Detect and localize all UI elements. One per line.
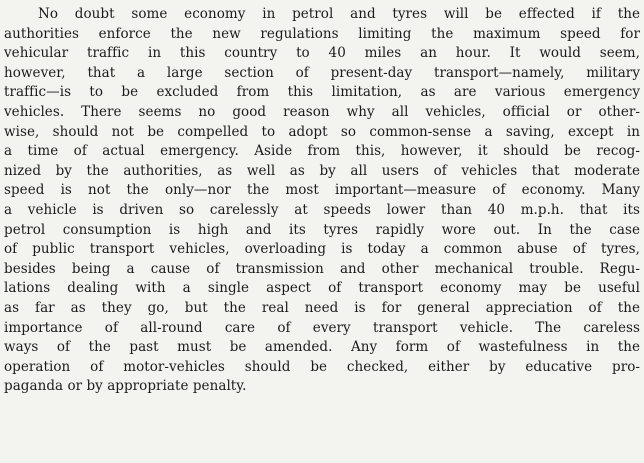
text-line: ways of the past must be amended. Any form of wastefulness in the: [4, 339, 640, 356]
text-line: however, that a large section of present-day transport—namely, military: [4, 64, 640, 81]
text-line: of public transport vehicles, overloading is today a common abuse of tyres,: [4, 241, 640, 258]
text-line: a vehicle is driven so carelessly at speeds lower than 40 m.p.h. that its: [4, 201, 640, 218]
text-line: operation of motor-vehicles should be checked, either by educative pro-: [4, 358, 640, 375]
article-paragraph: [4, 5, 640, 397]
text-line: as far as they go, but the real need is for general appreciation of the: [4, 299, 640, 316]
text-line: authorities enforce the new regulations limiting the maximum speed for: [4, 25, 640, 42]
text-line: importance of all-round care of every transport vehicle. The careless: [4, 319, 640, 336]
text-line: wise, should not be compelled to adopt so common-sense a saving, except in: [4, 123, 640, 140]
text-line: vehicles. There seems no good reason why all vehicles, official or other-: [4, 103, 640, 120]
text-line: nized by the authorities, as well as by all users of vehicles that moderate: [4, 162, 640, 179]
text-line: traffic—is to be excluded from this limitation, as are various emergency: [4, 84, 640, 101]
text-line: lations dealing with a single aspect of transport economy may be useful: [4, 280, 640, 297]
text-line: petrol consumption is high and its tyres rapidly wore out. In the case: [4, 221, 640, 238]
text-line: paganda or by appropriate penalty.: [4, 378, 247, 395]
text-line: besides being a cause of transmission and other mechanical trouble. Regu-: [4, 260, 640, 277]
text-line: vehicular traffic in this country to 40 miles an hour. It would seem,: [4, 45, 640, 62]
text-line: a time of actual emergency. Aside from this, however, it should be recog-: [4, 143, 640, 160]
text-line: No doubt some economy in petrol and tyres will be effected if the: [38, 6, 640, 22]
text-line: speed is not the only—nor the most important—measure of economy. Many: [4, 182, 640, 199]
